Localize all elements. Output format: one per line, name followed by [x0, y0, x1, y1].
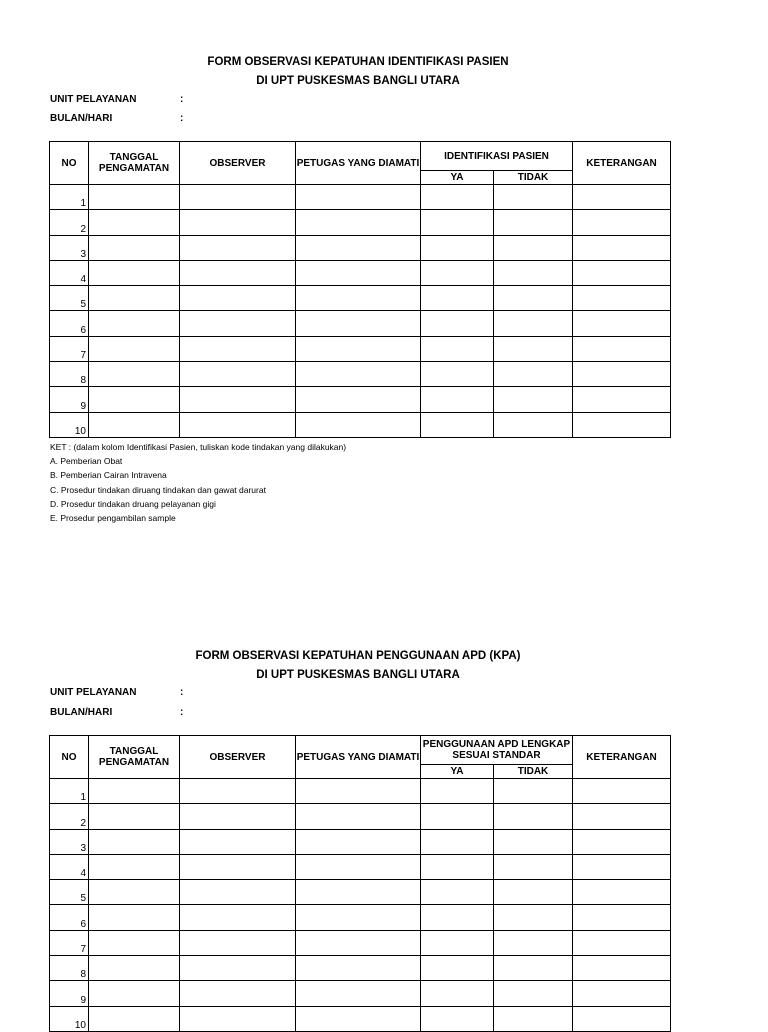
form1-no-answer-cell[interactable]: [494, 412, 573, 437]
form2-notes-cell[interactable]: [573, 1006, 671, 1031]
form1-table-row: [50, 387, 671, 412]
form2-notes-cell[interactable]: [573, 956, 671, 981]
form2-yes-cell[interactable]: [421, 981, 494, 1006]
form1-observer-cell[interactable]: [180, 362, 296, 387]
form2-yes-cell[interactable]: [421, 779, 494, 804]
form2-header-notes: KETERANGAN: [573, 736, 671, 779]
form1-no-answer-cell[interactable]: [494, 286, 573, 311]
form2-table-row: [50, 854, 671, 879]
form1-staff-cell[interactable]: [296, 387, 421, 412]
form1-observer-cell[interactable]: [180, 286, 296, 311]
form2-row-number: 9: [50, 981, 89, 1006]
form1-row-number: 6: [50, 311, 89, 336]
form1-table-row: [50, 235, 671, 260]
form1-title-line1: FORM OBSERVASI KEPATUHAN IDENTIFIKASI PASIEN: [207, 56, 509, 68]
form2-no-answer-cell[interactable]: [494, 981, 573, 1006]
form1-observer-cell[interactable]: [180, 210, 296, 235]
form2-staff-cell[interactable]: [296, 829, 421, 854]
form2-yes-cell[interactable]: [421, 905, 494, 930]
form2-yes-cell[interactable]: [421, 854, 494, 879]
form1-row-number: 5: [50, 286, 89, 311]
form1-observer-cell[interactable]: [180, 336, 296, 361]
form1-table-row: [50, 185, 671, 210]
form1-no-answer-cell[interactable]: [494, 336, 573, 361]
form2-staff-cell[interactable]: [296, 1006, 421, 1031]
form1-staff-cell[interactable]: [296, 412, 421, 437]
form1-notes-cell[interactable]: [573, 235, 671, 260]
form2-no-answer-cell[interactable]: [494, 905, 573, 930]
form2-table-row: [50, 829, 671, 854]
form1-date-cell[interactable]: [89, 286, 180, 311]
form2-notes-cell[interactable]: [573, 905, 671, 930]
form2-row-number: 10: [50, 1006, 89, 1031]
form1-date-cell[interactable]: [89, 185, 180, 210]
form2-yes-cell[interactable]: [421, 880, 494, 905]
form1-row-number: 1: [50, 185, 89, 210]
form1-yes-cell[interactable]: [421, 185, 494, 210]
form2-observer-cell[interactable]: [180, 829, 296, 854]
form1-staff-cell[interactable]: [296, 260, 421, 285]
form1-header-notes: KETERANGAN: [573, 142, 671, 185]
form2-header-staff: PETUGAS YANG DIAMATI: [296, 736, 421, 779]
form1-no-answer-cell[interactable]: [494, 311, 573, 336]
form1-date-cell[interactable]: [89, 336, 180, 361]
form1-month-label: BULAN/HARI: [50, 113, 113, 124]
form1-row-number: 7: [50, 336, 89, 361]
form2-notes-cell[interactable]: [573, 804, 671, 829]
form1-notes-cell[interactable]: [573, 311, 671, 336]
form1-month-colon: :: [180, 113, 184, 124]
form1-yes-cell[interactable]: [421, 362, 494, 387]
form1-no-answer-cell[interactable]: [494, 387, 573, 412]
form1-row-number: 9: [50, 387, 89, 412]
form1-notes-cell[interactable]: [573, 210, 671, 235]
form2-staff-cell[interactable]: [296, 956, 421, 981]
form2-row-number: 7: [50, 930, 89, 955]
form1-row-number: 3: [50, 235, 89, 260]
form2-staff-cell[interactable]: [296, 905, 421, 930]
form1-staff-cell[interactable]: [296, 235, 421, 260]
form1-no-answer-cell[interactable]: [494, 362, 573, 387]
form2-unit-colon: :: [180, 687, 184, 698]
form2-row-number: 5: [50, 880, 89, 905]
form1-observer-cell[interactable]: [180, 311, 296, 336]
form2-observer-cell[interactable]: [180, 905, 296, 930]
form2-date-cell[interactable]: [89, 779, 180, 804]
form2-yes-cell[interactable]: [421, 930, 494, 955]
form1-staff-cell[interactable]: [296, 362, 421, 387]
form2-no-answer-cell[interactable]: [494, 829, 573, 854]
form2-observer-cell[interactable]: [180, 956, 296, 981]
form1-staff-cell[interactable]: [296, 210, 421, 235]
form1-yes-cell[interactable]: [421, 387, 494, 412]
form1-table-row: [50, 311, 671, 336]
form1-table-row: [50, 412, 671, 437]
form2-no-answer-cell[interactable]: [494, 854, 573, 879]
form1-unit-colon: :: [180, 94, 184, 105]
form2-observer-cell[interactable]: [180, 804, 296, 829]
form1-yes-cell[interactable]: [421, 235, 494, 260]
form2-no-answer-cell[interactable]: [494, 956, 573, 981]
form2-table-row: [50, 956, 671, 981]
form1-notes-cell[interactable]: [573, 260, 671, 285]
form1-table-row: [50, 336, 671, 361]
form2-observer-cell[interactable]: [180, 880, 296, 905]
form2-staff-cell[interactable]: [296, 779, 421, 804]
form1-row-number: 8: [50, 362, 89, 387]
form2-yes-cell[interactable]: [421, 829, 494, 854]
form1-date-cell[interactable]: [89, 412, 180, 437]
form1-yes-cell[interactable]: [421, 210, 494, 235]
form2-date-cell[interactable]: [89, 905, 180, 930]
form1-note-e: E. Prosedur pengambilan sample: [50, 513, 176, 524]
form1-unit-label: UNIT PELAYANAN: [50, 94, 137, 105]
form1-staff-cell[interactable]: [296, 311, 421, 336]
form2-no-answer-cell[interactable]: [494, 880, 573, 905]
form1-yes-cell[interactable]: [421, 286, 494, 311]
form2-no-answer-cell[interactable]: [494, 779, 573, 804]
form2-header-no: NO: [50, 736, 89, 779]
form2-row-number: 2: [50, 804, 89, 829]
form2-row-number: 3: [50, 829, 89, 854]
form2-date-cell[interactable]: [89, 854, 180, 879]
form2-observer-cell[interactable]: [180, 779, 296, 804]
form2-title-line2: DI UPT PUSKESMAS BANGLI UTARA: [256, 669, 460, 681]
form1-notes-cell[interactable]: [573, 362, 671, 387]
form2-staff-cell[interactable]: [296, 981, 421, 1006]
form2-table-row: [50, 804, 671, 829]
form1-observer-cell[interactable]: [180, 387, 296, 412]
form2-table-row: [50, 981, 671, 1006]
form2-yes-cell[interactable]: [421, 956, 494, 981]
form1-header-yes: YA: [421, 171, 494, 185]
form1-date-cell[interactable]: [89, 311, 180, 336]
form2-yes-cell[interactable]: [421, 1006, 494, 1031]
form2-observer-cell[interactable]: [180, 981, 296, 1006]
form2-unit-label: UNIT PELAYANAN: [50, 687, 137, 698]
form1-observer-cell[interactable]: [180, 412, 296, 437]
form2-observer-cell[interactable]: [180, 930, 296, 955]
form1-no-answer-cell[interactable]: [494, 210, 573, 235]
form1-header-group: IDENTIFIKASI PASIEN: [421, 142, 573, 171]
form1-date-cell[interactable]: [89, 362, 180, 387]
form2-row-number: 4: [50, 854, 89, 879]
form1-staff-cell[interactable]: [296, 286, 421, 311]
form1-header-no-answer: TIDAK: [494, 171, 573, 185]
form1-no-answer-cell[interactable]: [494, 260, 573, 285]
form2-date-cell[interactable]: [89, 956, 180, 981]
form1-table-row: [50, 286, 671, 311]
form2-table-row: [50, 880, 671, 905]
form1-row-number: 10: [50, 412, 89, 437]
form1-table-row: [50, 362, 671, 387]
form2-date-cell[interactable]: [89, 829, 180, 854]
form1-no-answer-cell[interactable]: [494, 185, 573, 210]
form2-notes-cell[interactable]: [573, 981, 671, 1006]
form2-staff-cell[interactable]: [296, 854, 421, 879]
form2-table-row: [50, 930, 671, 955]
form1-staff-cell[interactable]: [296, 185, 421, 210]
form2-yes-cell[interactable]: [421, 804, 494, 829]
form2-no-answer-cell[interactable]: [494, 930, 573, 955]
form1-notes-cell[interactable]: [573, 336, 671, 361]
form1-observer-cell[interactable]: [180, 260, 296, 285]
form1-row-number: 4: [50, 260, 89, 285]
form2-month-colon: :: [180, 707, 184, 718]
form2-date-cell[interactable]: [89, 880, 180, 905]
form2-date-cell[interactable]: [89, 1006, 180, 1031]
form1-title-line2: DI UPT PUSKESMAS BANGLI UTARA: [256, 75, 460, 87]
form1-notes-cell[interactable]: [573, 185, 671, 210]
form2-staff-cell[interactable]: [296, 880, 421, 905]
form1-table-row: [50, 260, 671, 285]
form2-observer-cell[interactable]: [180, 854, 296, 879]
form1-date-cell[interactable]: [89, 210, 180, 235]
form1-yes-cell[interactable]: [421, 412, 494, 437]
form2-observer-cell[interactable]: [180, 1006, 296, 1031]
form2-no-answer-cell[interactable]: [494, 804, 573, 829]
form2-no-answer-cell[interactable]: [494, 1006, 573, 1031]
form2-title-line1: FORM OBSERVASI KEPATUHAN PENGGUNAAN APD (KPA): [195, 650, 521, 662]
form2-notes-cell[interactable]: [573, 930, 671, 955]
form2-month-label: BULAN/HARI: [50, 707, 113, 718]
form1-header-no: NO: [50, 142, 89, 185]
form2-staff-cell[interactable]: [296, 804, 421, 829]
form1-yes-cell[interactable]: [421, 260, 494, 285]
form1-header-staff: PETUGAS YANG DIAMATI: [296, 142, 421, 185]
form1-date-cell[interactable]: [89, 387, 180, 412]
form1-date-cell[interactable]: [89, 235, 180, 260]
form2-table-row: [50, 1006, 671, 1031]
form1-note-ket: KET : (dalam kolom Identifikasi Pasien, tuliskan kode tindakan yang dilakukan): [50, 442, 347, 452]
form1-note-b: B. Pemberian Cairan Intravena: [50, 470, 167, 481]
form1-observer-cell[interactable]: [180, 185, 296, 210]
form1-yes-cell[interactable]: [421, 336, 494, 361]
form2-row-number: 1: [50, 779, 89, 804]
form2-header-yes: YA: [421, 765, 494, 779]
form1-notes-cell[interactable]: [573, 412, 671, 437]
form1-notes-cell[interactable]: [573, 286, 671, 311]
form1-header-date: TANGGAL PENGAMATAN: [89, 142, 180, 185]
form2-header-observer: OBSERVER: [180, 736, 296, 779]
form2-staff-cell[interactable]: [296, 930, 421, 955]
form2-notes-cell[interactable]: [573, 854, 671, 879]
form2-notes-cell[interactable]: [573, 880, 671, 905]
form1-table-row: [50, 210, 671, 235]
form1-note-d: D. Prosedur tindakan druang pelayanan gigi: [50, 498, 216, 509]
form1-notes: [50, 440, 346, 525]
form1-notes-cell[interactable]: [573, 387, 671, 412]
form1-date-cell[interactable]: [89, 260, 180, 285]
form2-table-row: [50, 779, 671, 804]
form2-header-no-answer: TIDAK: [494, 765, 573, 779]
form1-note-a: A. Pemberian Obat: [50, 456, 123, 467]
form2-date-cell[interactable]: [89, 981, 180, 1006]
form1-staff-cell[interactable]: [296, 336, 421, 361]
form2-table-row: [50, 905, 671, 930]
form2-header-date: TANGGAL PENGAMATAN: [89, 736, 180, 779]
form2-row-number: 6: [50, 905, 89, 930]
form2-date-cell[interactable]: [89, 930, 180, 955]
form2-date-cell[interactable]: [89, 804, 180, 829]
form2-notes-cell[interactable]: [573, 779, 671, 804]
form1-table: [49, 141, 671, 438]
form1-observer-cell[interactable]: [180, 235, 296, 260]
form1-row-number: 2: [50, 210, 89, 235]
form1-no-answer-cell[interactable]: [494, 235, 573, 260]
form1-note-c: C. Prosedur tindakan diruang tindakan dan gawat darurat: [50, 484, 266, 495]
form1-header-observer: OBSERVER: [180, 142, 296, 185]
form2-row-number: 8: [50, 956, 89, 981]
form1-yes-cell[interactable]: [421, 311, 494, 336]
form2-table: [49, 735, 671, 1032]
form2-header-group: PENGGUNAAN APD LENGKAP SESUAI STANDAR: [421, 736, 573, 765]
form2-notes-cell[interactable]: [573, 829, 671, 854]
